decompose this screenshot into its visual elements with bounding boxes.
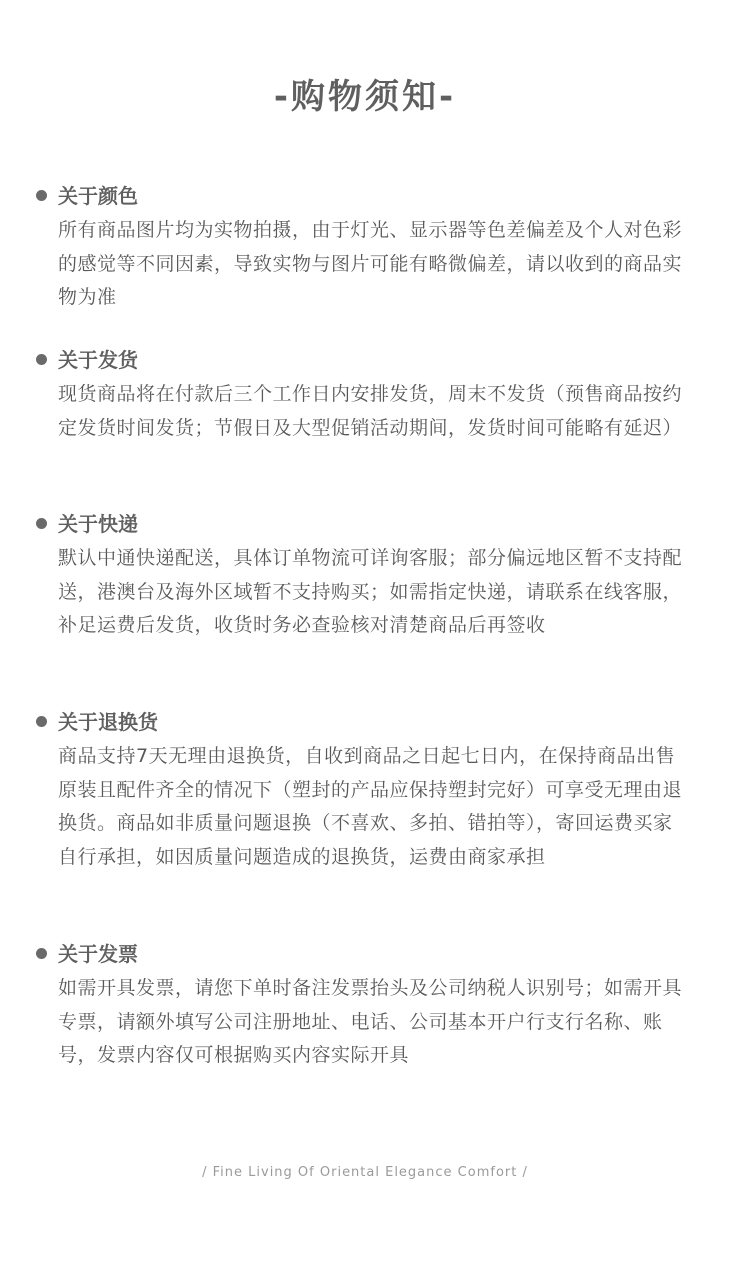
- section-heading: [36, 708, 686, 736]
- section-express: [36, 510, 686, 643]
- bullet-icon: [36, 716, 47, 727]
- bullet-icon: [36, 948, 47, 959]
- section-heading: [36, 940, 686, 968]
- section-body: 默认中通快递配送，具体订单物流可详询客服；部分偏远地区暂不支持配送，港澳台及海外区域暂不支持购买；如需指定快递，请联系在线客服，补足运费后发货，收货时务必查验核对清楚商品后再签收: [58, 547, 683, 636]
- section-shipping: [36, 346, 686, 445]
- section-heading: [36, 182, 686, 210]
- section-heading: [36, 510, 686, 538]
- section-body: 商品支持7天无理由退换货，自收到商品之日起七日内，在保持商品出售原装且配件齐全的情况下（塑封的产品应保持塑封完好）可享受无理由退换货。商品如非质量问题退换（不喜欢、多拍、错拍等），寄回运费买家自行承担，如因质量问题造成的退换货，运费由商家承担: [58, 745, 683, 868]
- page-title: -购物须知-: [273, 77, 457, 117]
- bullet-icon: [36, 518, 47, 529]
- section-heading-text: 关于颜色: [58, 184, 138, 208]
- section-heading-text: 关于退换货: [58, 710, 158, 734]
- bullet-icon: [36, 190, 47, 201]
- section-heading: [36, 346, 686, 374]
- section-heading-text: 关于发票: [58, 942, 138, 966]
- bullet-icon: [36, 354, 47, 365]
- footer-tagline: / Fine Living Of Oriental Elegance Comfort /: [202, 1165, 528, 1180]
- section-returns: [36, 708, 686, 874]
- section-invoice: [36, 940, 686, 1073]
- section-heading-text: 关于快递: [58, 512, 138, 536]
- section-body: 现货商品将在付款后三个工作日内安排发货，周末不发货（预售商品按约定发货时间发货；节假日及大型促销活动期间，发货时间可能略有延迟）: [58, 383, 683, 439]
- section-body: 如需开具发票，请您下单时备注发票抬头及公司纳税人识别号；如需开具专票，请额外填写公司注册地址、电话、公司基本开户行支行名称、账号，发票内容仅可根据购买内容实际开具: [58, 977, 683, 1066]
- section-color: [36, 182, 686, 315]
- section-body: 所有商品图片均为实物拍摄，由于灯光、显示器等色差偏差及个人对色彩的感觉等不同因素，导致实物与图片可能有略微偏差，请以收到的商品实物为准: [58, 219, 683, 308]
- section-heading-text: 关于发货: [58, 348, 138, 372]
